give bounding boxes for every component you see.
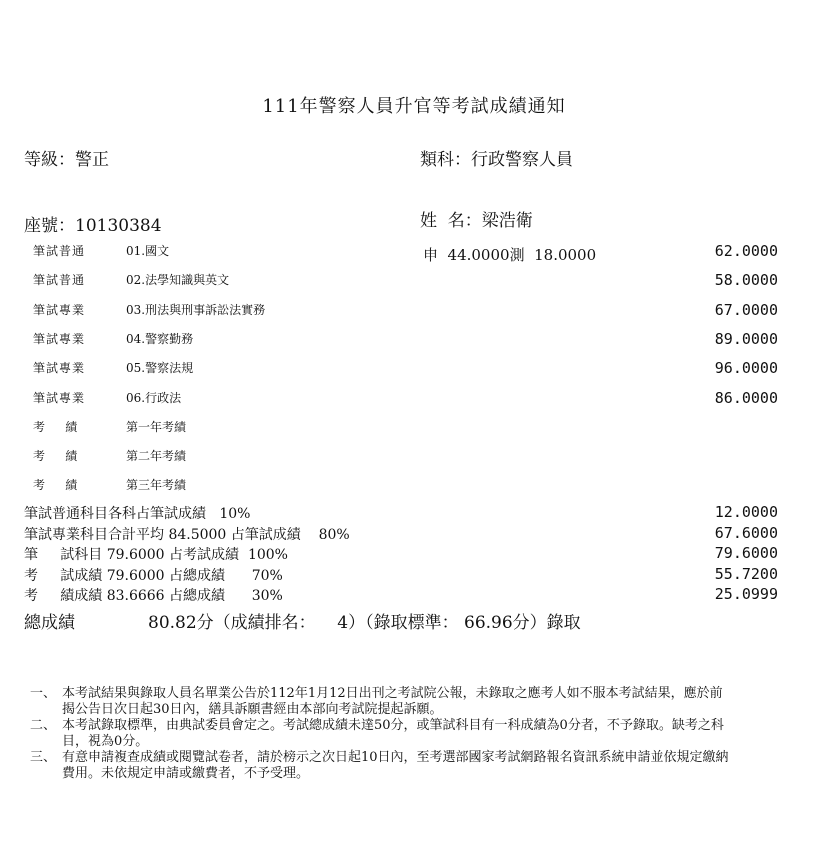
note-number: 三、 [30, 750, 57, 765]
table-row [0, 389, 828, 418]
table-row [0, 476, 828, 505]
table-row [0, 330, 828, 359]
row-category: 筆試普通 [33, 273, 86, 288]
note-item [30, 750, 730, 782]
row-score: 96.0000 [714, 359, 778, 378]
notes-section [30, 686, 730, 782]
row-subject: 01.國文 [126, 244, 170, 258]
row-subject: 02.法學知識與英文 [126, 273, 230, 288]
grade-label: 等級：警正 [24, 150, 109, 170]
document-title: 111年警察人員升官等考試成績通知 [262, 96, 566, 117]
summary-value: 25.0999 [714, 585, 778, 603]
table-row [0, 359, 828, 388]
summary-value: 55.7200 [714, 564, 778, 583]
row-subject: 06.行政法 [126, 390, 182, 405]
summary-value: 12.0000 [714, 503, 778, 521]
note-text: 本考試結果與錄取人員名單業公告於112年1月12日出刊之考試院公報，未錄取之應考人如不服本考試結果，應於前揭公告日次日起30日內，繕具訴願書經由本部向考試院提起訴願。 [62, 686, 723, 717]
summary-label: 考 績成績 83.6666 占總成績 30% [24, 588, 283, 604]
note-item [30, 718, 730, 750]
table-row [0, 447, 828, 476]
note-text: 本考試錄取標準，由典試委員會定之。考試總成績未達50分，或筆試科目有一科成績為0分者，不予錄取。缺考之科目，視為0分。 [62, 718, 724, 749]
row-category: 考 績 [33, 419, 79, 434]
row-category: 考 績 [33, 478, 79, 493]
note-number: 一、 [30, 686, 57, 701]
row-score: 58.0000 [714, 271, 778, 290]
summary-label: 筆試專業科目合計平均 84.5000 占筆試成績 80% [24, 526, 350, 543]
table-row [0, 301, 828, 330]
table-row [0, 418, 828, 447]
row-category: 筆試普通 [33, 244, 86, 258]
row-subject: 第三年考績 [126, 478, 187, 493]
summary-value: 67.6000 [714, 523, 778, 542]
extra-scores: 申 44.0000測 18.0000 [423, 246, 597, 264]
row-subject: 05.警察法規 [126, 361, 194, 376]
category-label: 類科：行政警察人員 [420, 150, 573, 170]
row-score: 62.0000 [714, 242, 778, 260]
summary-label: 筆 試科目 79.6000 占考試成績 100% [24, 547, 288, 563]
row-category: 筆試專業 [33, 390, 86, 405]
table-row [0, 271, 828, 300]
row-subject: 04.警察勤務 [126, 331, 194, 346]
total-result: 80.82分（成績排名： 4）（錄取標準： 66.96分）錄取 [148, 613, 581, 633]
note-item [30, 686, 730, 718]
summary-label: 筆試普通科目各科占筆試成績 10% [24, 506, 251, 522]
row-category: 筆試專業 [33, 302, 86, 317]
row-category: 筆試專業 [33, 331, 86, 346]
row-subject: 第二年考績 [126, 449, 187, 464]
candidate-name: 姓 名：梁浩衛 [420, 211, 533, 231]
table-row [0, 242, 828, 271]
summary-value: 79.6000 [714, 544, 778, 562]
note-text: 有意申請複查成績或閱覽試卷者，請於榜示之次日起10日內，至考選部國家考試網路報名資訊系統申請並依規定繳納費用。未依規定申請或繳費者，不予受理。 [62, 750, 729, 781]
seat-number: 座號：10130384 [24, 216, 162, 236]
row-subject: 第一年考績 [126, 419, 187, 434]
row-subject: 03.刑法與刑事訴訟法實務 [126, 302, 266, 317]
row-score: 67.0000 [714, 300, 778, 319]
row-score: 86.0000 [714, 388, 778, 407]
summary-label: 考 試成績 79.6000 占總成績 70% [24, 567, 283, 584]
row-category: 考 績 [33, 449, 79, 464]
row-category: 筆試專業 [33, 361, 86, 376]
row-score: 89.0000 [714, 329, 778, 348]
total-label: 總成績 [24, 613, 75, 633]
note-number: 二、 [30, 718, 57, 733]
